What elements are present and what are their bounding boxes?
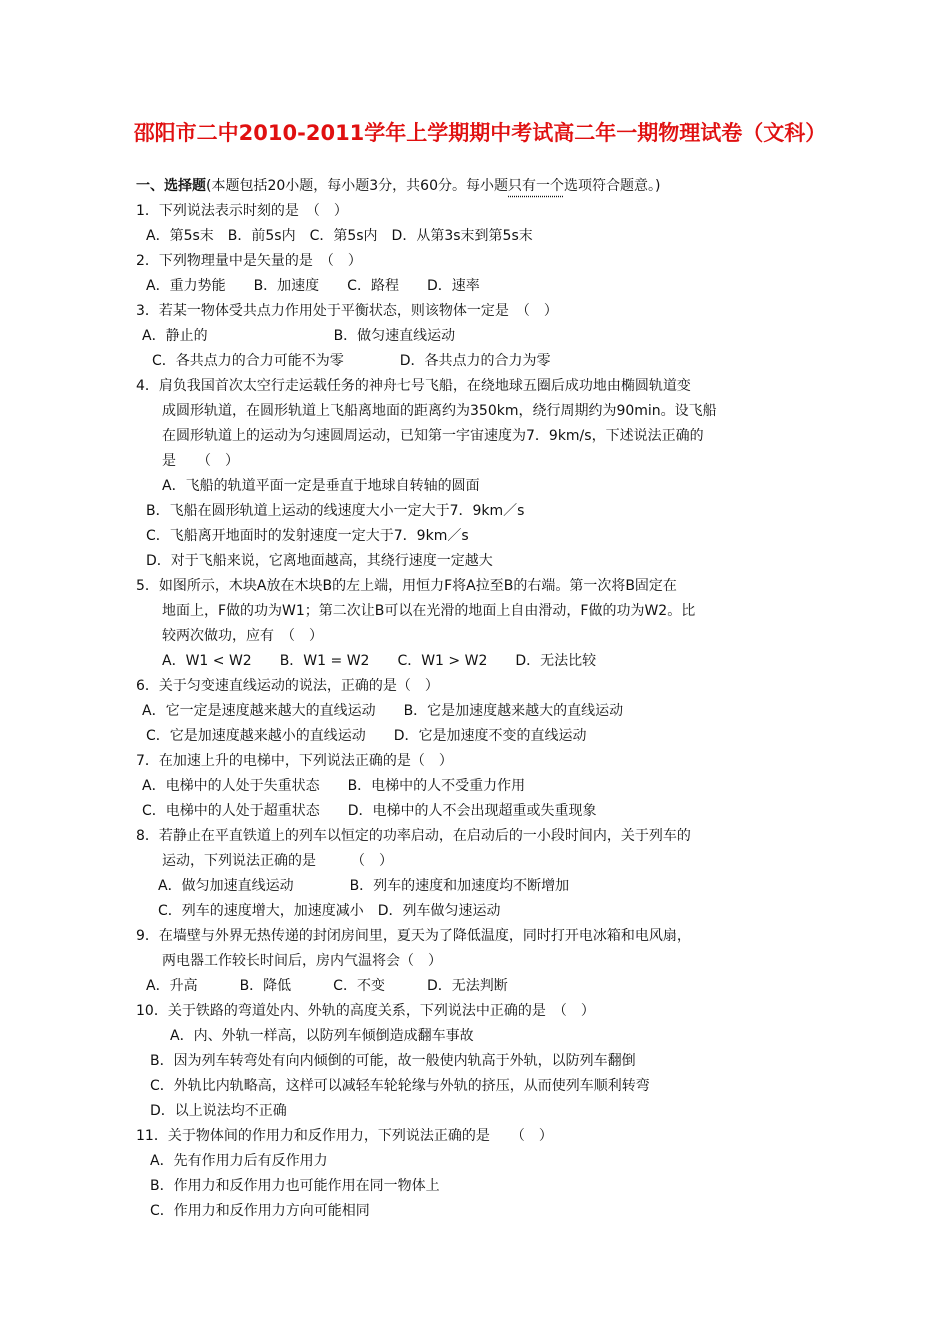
question-line: 7．在加速上升的电梯中，下列说法正确的是（ ） [136,753,453,769]
option-line: C．电梯中的人处于超重状态 D．电梯中的人不会出现超重或失重现象 [142,803,597,819]
option-line: B．因为列车转弯处有向内倾倒的可能，故一般使内轨高于外轨，以防列车翻倒 [150,1053,636,1069]
question-continuation: 两电器工作较长时间后，房内气温将会（ ） [162,953,442,969]
question-line: 10．关于铁路的弯道处内、外轨的高度关系，下列说法中正确的是 （ ） [136,1003,595,1019]
question-continuation: 地面上，F做的功为W1；第二次让B可以在光滑的地面上自由滑动，F做的功为W2。比 [162,603,696,619]
option-line: A．重力势能 B．加速度 C．路程 D．速率 [146,278,480,294]
option-line: A．静止的 B．做匀速直线运动 [142,328,456,344]
option-line: C．作用力和反作用力方向可能相同 [150,1203,370,1219]
option-line: C．各共点力的合力可能不为零 D．各共点力的合力为零 [152,353,551,369]
option-line: B．作用力和反作用力也可能作用在同一物体上 [150,1178,440,1194]
question-continuation: 成圆形轨道，在圆形轨道上飞船离地面的距离约为350km，绕行周期约为90min。设飞船 [162,403,717,419]
option-line: A．升高 B．降低 C．不变 D．无法判断 [146,978,508,994]
question-line: 3．若某一物体受共点力作用处于平衡状态，则该物体一定是 （ ） [136,303,558,319]
question-line: 6．关于匀变速直线运动的说法，正确的是（ ） [136,678,439,694]
question-line: 1．下列说法表示时刻的是 （ ） [136,203,348,219]
question-line: 5．如图所示，木块A放在木块B的左上端，用恒力F将A拉至B的右端。第一次将B固定在 [136,578,677,594]
option-line: A．第5s末 B．前5s内 C．第5s内 D．从第3s末到第5s末 [146,228,533,244]
section-heading-line [136,176,660,196]
option-line: D．以上说法均不正确 [150,1103,287,1119]
question-continuation: 较两次做功，应有 （ ） [162,628,323,644]
option-line: B．飞船在圆形轨道上运动的线速度大小一定大于7．9km／s [146,503,525,519]
option-line: A．内、外轨一样高，以防列车倾倒造成翻车事故 [170,1028,474,1044]
option-line: A．电梯中的人处于失重状态 B．电梯中的人不受重力作用 [142,778,526,794]
question-line: 2．下列物理量中是矢量的是 （ ） [136,253,362,269]
option-line: A．W1 < W2 B．W1 = W2 C．W1 > W2 D．无法比较 [162,653,597,669]
section-note-before: (本题包括20小题，每小题3分，共60分。每小题 [206,178,508,194]
option-line: A．飞船的轨道平面一定是垂直于地球自转轴的圆面 [162,478,480,494]
option-line: A．它一定是速度越来越大的直线运动 B．它是加速度越来越大的直线运动 [142,703,624,719]
option-line: D．对于飞船来说，它离地面越高，其绕行速度一定越大 [146,553,493,569]
option-line: C．飞船离开地面时的发射速度一定大于7．9km／s [146,528,469,544]
question-line: 8．若静止在平直铁道上的列车以恒定的功率启动，在启动后的一小段时间内，关于列车的 [136,828,691,844]
question-line: 9．在墙壁与外界无热传递的封闭房间里，夏天为了降低温度，同时打开电冰箱和电风扇， [136,928,691,944]
option-line: C．列车的速度增大，加速度减小 D．列车做匀速运动 [158,903,501,919]
option-line: C．它是加速度越来越小的直线运动 D．它是加速度不变的直线运动 [146,728,587,744]
option-line: A．先有作用力后有反作用力 [150,1153,328,1169]
option-line: A．做匀加速直线运动 B．列车的速度和加速度均不断增加 [158,878,570,894]
question-continuation: 在圆形轨道上的运动为匀速圆周运动，已知第一宇宙速度为7．9km/s，下述说法正确的 [162,428,704,444]
question-line: 11．关于物体间的作用力和反作用力，下列说法正确的是 （ ） [136,1128,553,1144]
option-line: C．外轨比内轨略高，这样可以减轻车轮轮缘与外轨的挤压，从而使列车顺利转弯 [150,1078,650,1094]
section-note-emphasis: 只有一个 [508,178,564,194]
question-continuation: 运动，下列说法正确的是 （ ） [162,853,393,869]
exam-title: 邵阳市二中2010-2011学年上学期期中考试高二年一期物理试卷（文科） [133,121,827,145]
section-note-after: 选项符合题意。) [564,178,661,194]
question-continuation: 是 （ ） [162,453,239,469]
section-heading: 一、选择题 [136,178,206,194]
question-line: 4．肩负我国首次太空行走运载任务的神舟七号飞船，在绕地球五圈后成功地由椭圆轨道变 [136,378,691,394]
